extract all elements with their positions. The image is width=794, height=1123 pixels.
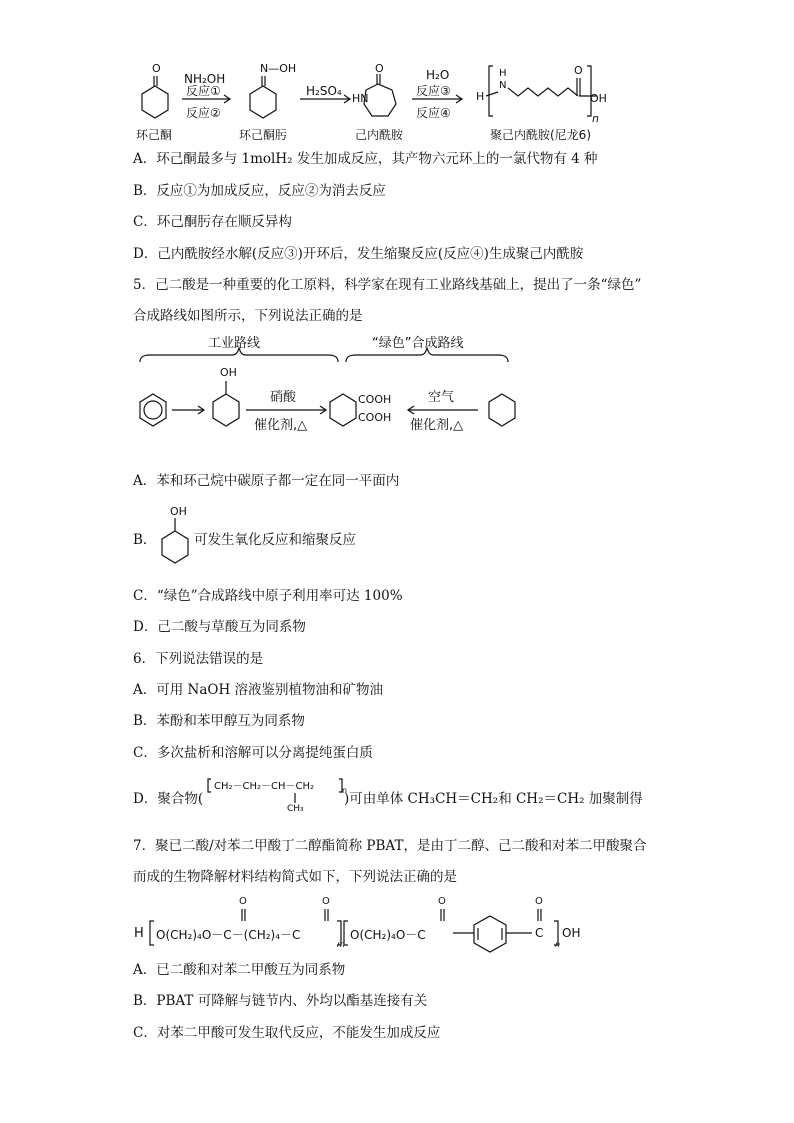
cyclohexanol-oh: OH <box>220 366 237 379</box>
pbat-part1: O(CH₂)₄O－C－(CH₂)₄－C <box>156 928 301 942</box>
q4-option-d: D．己内酰胺经水解(反应③)开环后，发生缩聚反应(反应④)生成聚己内酰胺 <box>133 246 584 262</box>
cyclohexanone-ring <box>142 86 168 118</box>
reagent-h2so4: H₂SO₄ <box>306 84 342 98</box>
q7-stem-line2: 而成的生物降解材料结构简式如下，下列说法正确的是 <box>133 869 457 885</box>
q7-option-c: C．对苯二甲酸可发生取代反应，不能发生加成反应 <box>133 1025 441 1041</box>
polymer-nh: H N <box>499 68 507 91</box>
polymer-zigzag <box>508 88 578 96</box>
lactam-oxygen: O <box>375 62 384 75</box>
q6-option-d-prefix: D．聚合物( <box>133 791 204 807</box>
nitric-acid-label: 硝酸 <box>270 390 297 405</box>
pbat-c: C <box>535 926 544 940</box>
pbat-h: H <box>134 926 144 941</box>
cyclohexane-ring <box>489 394 515 426</box>
q6-polymer-ch3: CH₃ <box>287 804 304 814</box>
reagent-nh2oh: NH₂OH <box>184 72 226 86</box>
q4-option-a: A．环己酮最多与 1molH₂ 发生加成反应，其产物六元环上的一氯代物有 4 种 <box>133 151 598 167</box>
q7-option-a: A．已二酸和对苯二甲酸互为同系物 <box>133 962 346 978</box>
q5-stem-line2: 合成路线如图所示，下列说法正确的是 <box>133 308 363 324</box>
q7-option-b: B．PBAT 可降解与链节内、外均以酯基连接有关 <box>133 993 428 1009</box>
cyclohexanol-ring <box>213 394 239 426</box>
catalyst-label-2: 催化剂,△ <box>410 418 464 433</box>
q6-option-c: C．多次盐析和溶解可以分离提纯蛋白质 <box>133 745 373 761</box>
pbat-n: n <box>555 940 561 949</box>
reaction-1-label: 反应① <box>186 84 221 98</box>
q5-option-a: A．苯和环己烷中碳原子都一定在同一平面内 <box>133 473 400 489</box>
ketone-oxygen: O <box>152 62 161 75</box>
q5-option-b-text: 可发生氧化反应和缩聚反应 <box>194 532 356 548</box>
pbat-carbonyl-o-3: O <box>438 896 446 907</box>
q6-bracket-left <box>208 779 211 792</box>
reaction-4-label: 反应④ <box>416 106 451 120</box>
lactam-nh: HN <box>352 92 369 105</box>
air-label: 空气 <box>428 390 455 405</box>
q4-option-c: C．环己酮肟存在顺反异构 <box>133 214 292 230</box>
adipic-acid-ring <box>330 394 356 426</box>
q5-stem-line1: 5．己二酸是一种重要的化工原料，科学家在现有工业路线基础上，提出了一条“绿色” <box>133 277 642 293</box>
polymer-h: H <box>476 90 485 103</box>
q5-option-b-prefix: B． <box>133 532 157 548</box>
pbat-benzene-ring <box>474 916 506 952</box>
polymer-carbonyl-o: O <box>574 64 583 77</box>
q7-stem-line1: 7．聚已二酸/对苯二甲酸丁二醇酯简称 PBAT，是由丁二醇、己二酸和对苯二甲酸聚合 <box>133 838 647 854</box>
label-cyclohexanone: 环己酮 <box>136 128 173 142</box>
q5-option-c: C．“绿色”合成路线中原子利用率可达 100% <box>133 588 403 604</box>
reaction-2-label: 反应② <box>186 106 221 120</box>
pbat-carbonyl-o-1: O <box>239 896 247 907</box>
pbat-bracket1-left <box>150 921 154 945</box>
reaction-3-label: 反应③ <box>416 84 451 98</box>
polymer-bracket-left <box>489 66 493 116</box>
caprolactam-ring <box>364 84 396 116</box>
polymer-bracket-right <box>587 66 591 116</box>
q6-option-d-suffix: )可由单体 CH₃CH＝CH₂和 CH₂＝CH₂ 加聚制得 <box>344 791 643 807</box>
q4-option-b: B．反应①为加成反应，反应②为消去反应 <box>133 183 386 199</box>
pbat-carbonyl-o-2: O <box>322 896 330 907</box>
reagent-h2o: H₂O <box>426 68 450 82</box>
q6-option-b: B．苯酚和苯甲醇互为同系物 <box>133 713 305 729</box>
cooh-2: COOH <box>358 411 392 424</box>
q6-polymer-chain: CH₂－CH₂－CH－CH₂ <box>214 781 315 792</box>
route-green-label: “绿色”合成路线 <box>372 336 464 351</box>
optB-cyclohexanol-ring <box>162 531 188 563</box>
pbat-oh: OH <box>562 926 581 940</box>
label-nylon6: 聚己内酰胺(尼龙6) <box>490 128 591 142</box>
q6-stem: 6．下列说法错误的是 <box>133 651 264 667</box>
cooh-1: COOH <box>358 393 392 406</box>
q5-option-d: D．己二酸与草酸互为同系物 <box>133 619 306 635</box>
route-industrial-label: 工业路线 <box>208 336 261 351</box>
q6-option-a: A．可用 NaOH 溶液鉴别植物油和矿物油 <box>133 682 384 698</box>
q6-polymer-n: n <box>342 786 348 795</box>
pbat-carbonyl-o-4: O <box>535 896 543 907</box>
label-caprolactam: 己内酰胺 <box>355 128 404 142</box>
oxime-group: N—OH <box>260 62 297 75</box>
catalyst-label-1: 催化剂,△ <box>254 418 308 433</box>
polymer-oh: OH <box>590 92 607 105</box>
polymer-n: n <box>592 112 599 125</box>
label-oxime: 环己酮肟 <box>239 128 288 142</box>
pbat-part2: O(CH₂)₄O－C <box>350 928 426 942</box>
pbat-m: m <box>337 940 345 949</box>
oxime-ring <box>250 86 276 118</box>
optB-oh: OH <box>170 505 187 518</box>
